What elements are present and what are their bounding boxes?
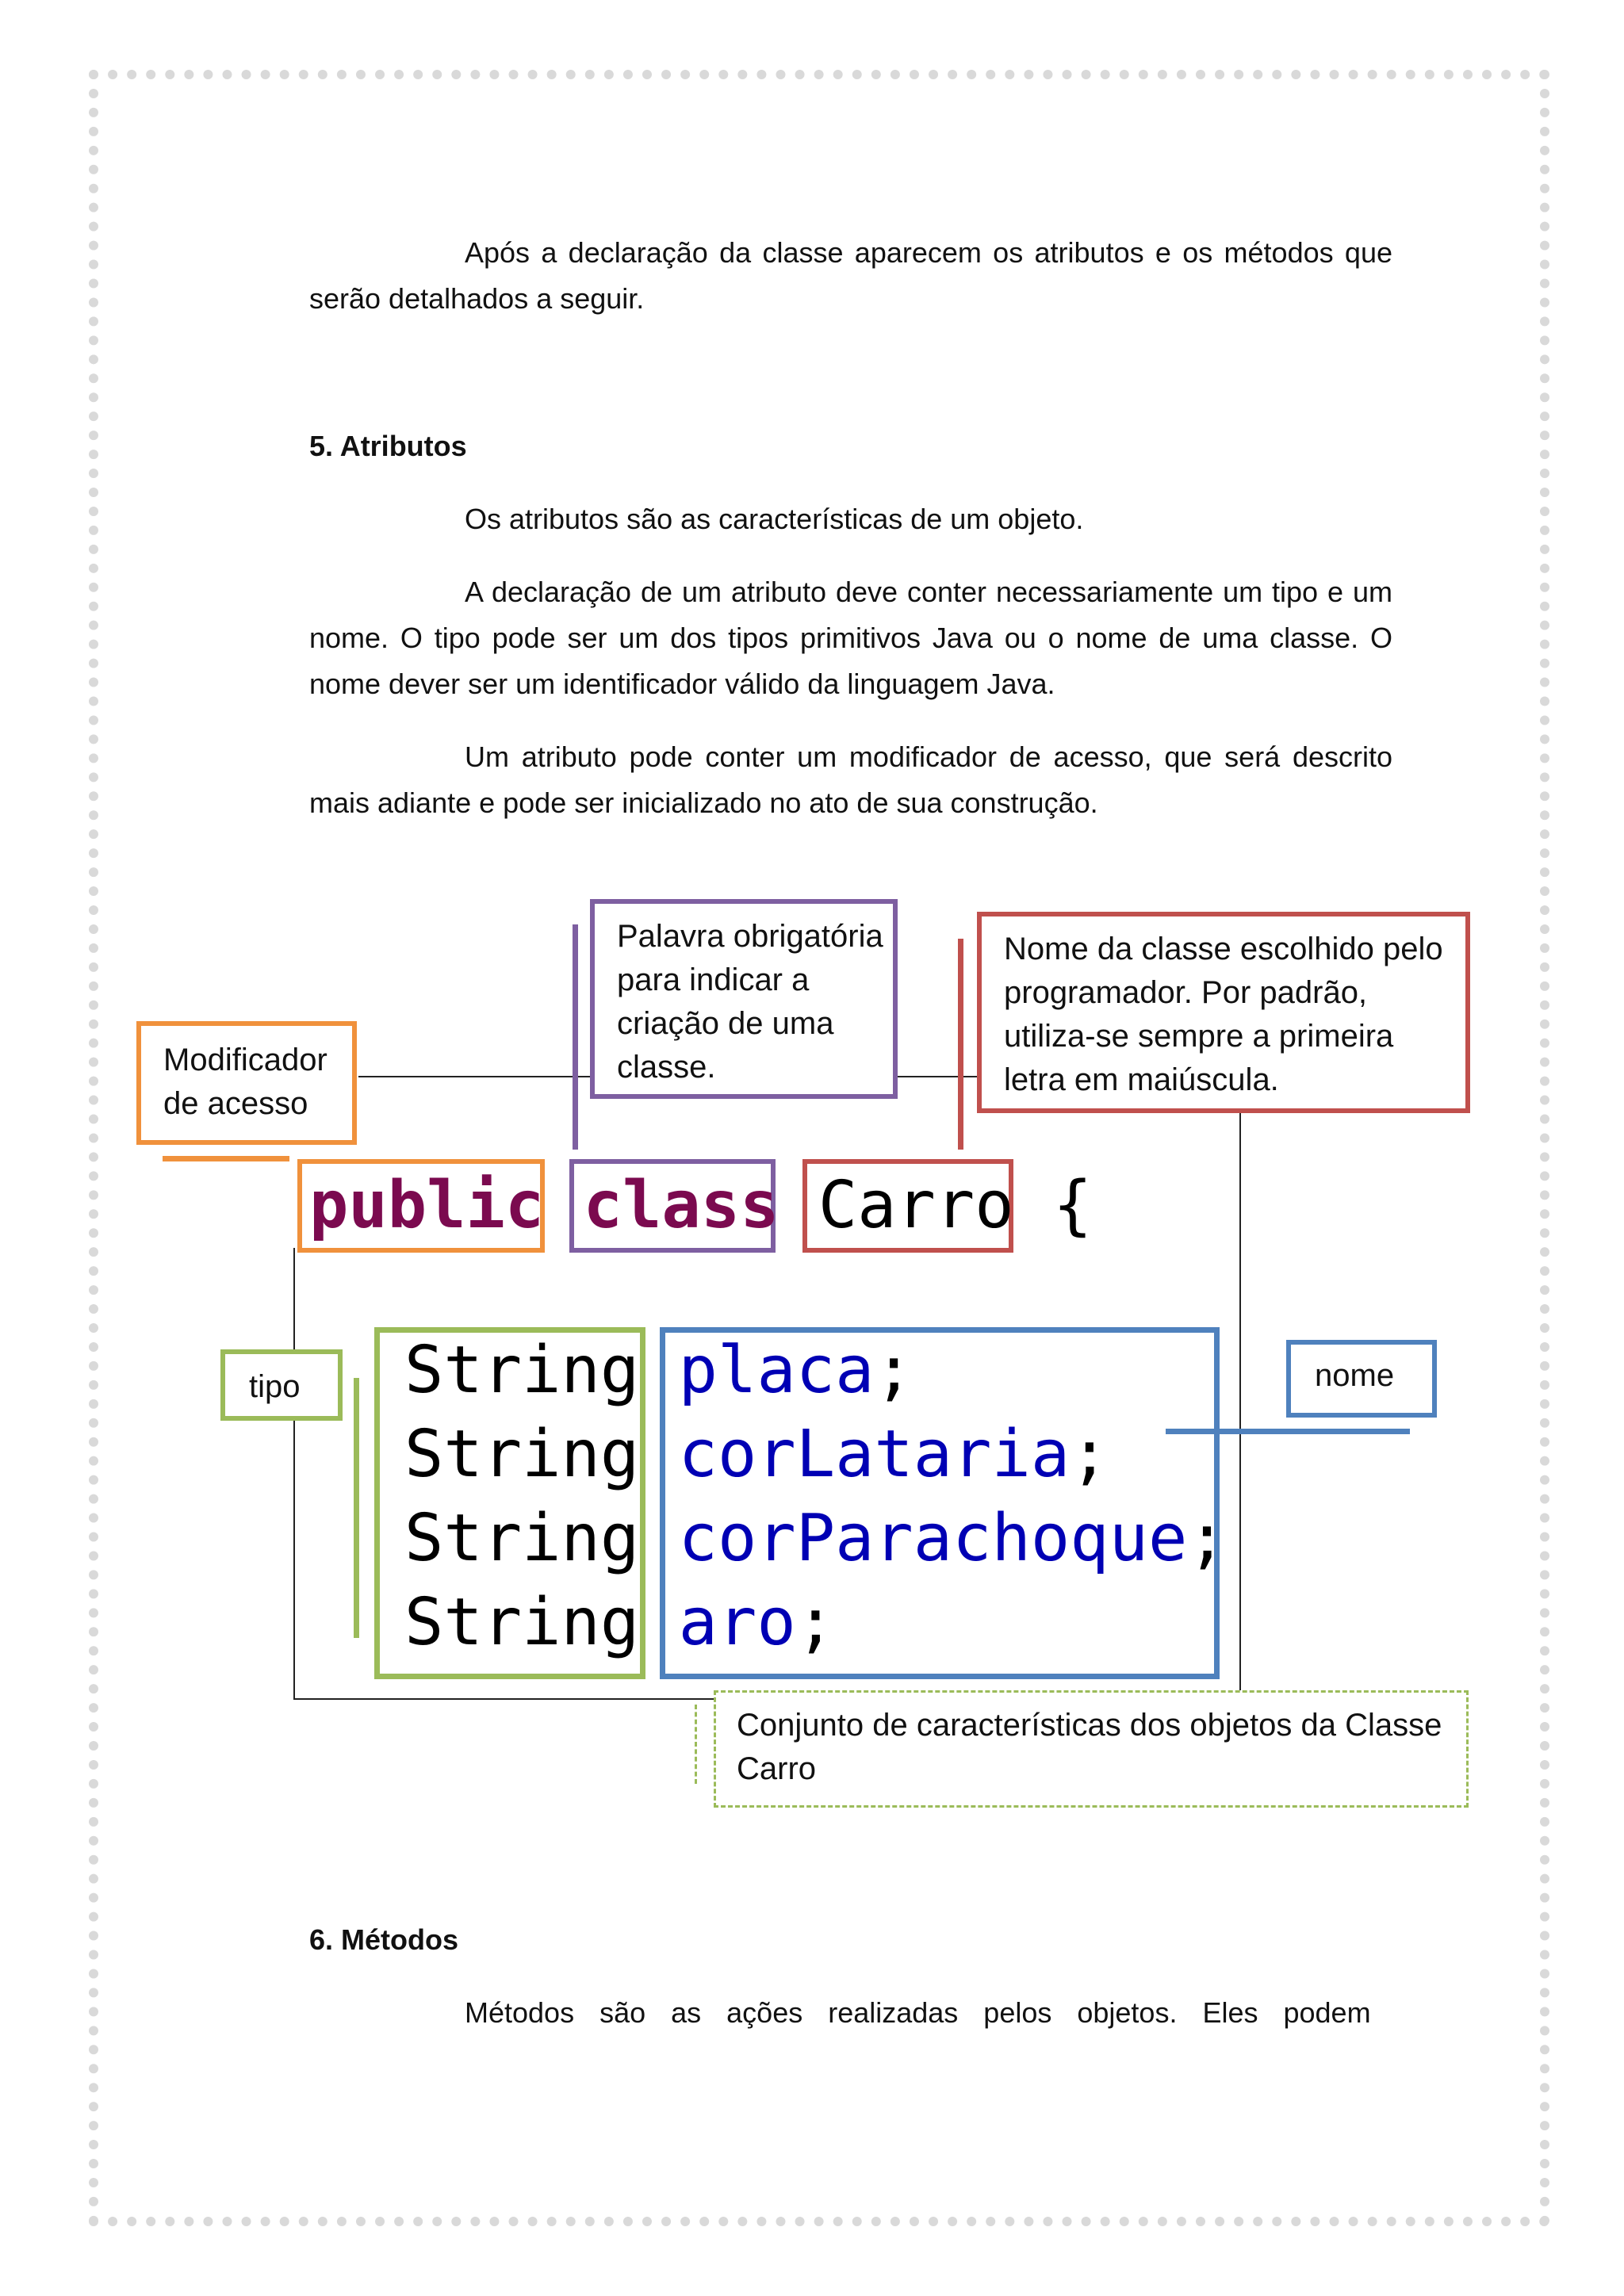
connector-line bbox=[293, 1248, 295, 1700]
code-type: String bbox=[404, 1501, 640, 1576]
classname-accent-bar bbox=[958, 939, 963, 1150]
code-field-name: corParachoque bbox=[678, 1501, 1188, 1576]
atributos-modifier: Um atributo pode conter um modificador de acesso, que será descrito mais adiante e pode ser inicializado no ato de sua construção. bbox=[309, 740, 1392, 819]
type-callout-label: tipo bbox=[249, 1369, 301, 1404]
name-accent-bar bbox=[1166, 1429, 1410, 1434]
code-field-name: corLataria bbox=[678, 1417, 1071, 1492]
code-semicolon: ; bbox=[1070, 1417, 1109, 1492]
name-callout-label: nome bbox=[1315, 1358, 1395, 1393]
section-heading-metodos: 6. Métodos bbox=[309, 1923, 459, 1956]
page-border bbox=[89, 70, 1549, 2226]
code-type: String bbox=[404, 1333, 640, 1408]
code-field-line bbox=[404, 1329, 914, 1413]
code-public: public bbox=[309, 1168, 545, 1243]
type-callout bbox=[220, 1349, 343, 1421]
connector-line bbox=[896, 1076, 977, 1077]
code-type: String bbox=[404, 1417, 640, 1492]
code-semicolon: ; bbox=[874, 1333, 914, 1408]
type-accent-bar bbox=[354, 1378, 359, 1638]
code-field-line bbox=[404, 1413, 1109, 1497]
code-classname: Carro bbox=[818, 1168, 1014, 1243]
connector-line bbox=[1239, 1113, 1241, 1695]
code-field-line bbox=[404, 1497, 1227, 1581]
code-semicolon: ; bbox=[1187, 1501, 1227, 1576]
set-accent-bar bbox=[695, 1705, 697, 1784]
code-field-name: placa bbox=[678, 1333, 875, 1408]
section-heading-atributos: 5. Atributos bbox=[309, 430, 467, 462]
modifier-callout-label: Modificador de acesso bbox=[163, 1043, 327, 1121]
keyword-callout-label: Palavra obrigatória para indicar a criação de uma classe. bbox=[617, 919, 883, 1085]
metodos-paragraph: Métodos são as ações realizadas pelos objetos. Eles podem bbox=[465, 1996, 1371, 2029]
classname-callout-label: Nome da classe escolhido pelo programador. Por padrão, utiliza-se sempre a primeira letra em maiúscula. bbox=[1004, 932, 1443, 1097]
code-open-brace: { bbox=[1053, 1168, 1093, 1243]
atributos-declaration: A declaração de um atributo deve conter necessariamente um tipo e um nome. O tipo pode ser um dos tipos primitivos Java ou o nome de uma classe. O nome dever ser um identificador válido da linguagem Java. bbox=[309, 576, 1392, 700]
code-field-line bbox=[404, 1581, 835, 1665]
keyword-accent-bar bbox=[573, 924, 578, 1150]
keyword-callout bbox=[590, 899, 898, 1099]
intro-paragraph: Após a declaração da classe aparecem os atributos e os métodos que serão detalhados a seguir. bbox=[309, 236, 1392, 315]
connector-line bbox=[293, 1698, 714, 1700]
code-line-class-declaration bbox=[309, 1164, 1092, 1248]
atributos-definition: Os atributos são as características de um objeto. bbox=[465, 503, 1084, 535]
modifier-accent-bar bbox=[163, 1156, 289, 1161]
set-callout-label: Conjunto de características dos objetos da Classe Carro bbox=[737, 1708, 1442, 1786]
code-class: class bbox=[583, 1168, 779, 1243]
code-semicolon: ; bbox=[795, 1585, 836, 1660]
code-type: String bbox=[404, 1585, 640, 1660]
classname-callout bbox=[977, 912, 1470, 1113]
set-callout bbox=[714, 1690, 1469, 1808]
modifier-callout bbox=[136, 1021, 357, 1145]
name-callout bbox=[1286, 1340, 1437, 1418]
connector-line bbox=[358, 1076, 590, 1077]
code-field-name: aro bbox=[678, 1585, 796, 1660]
